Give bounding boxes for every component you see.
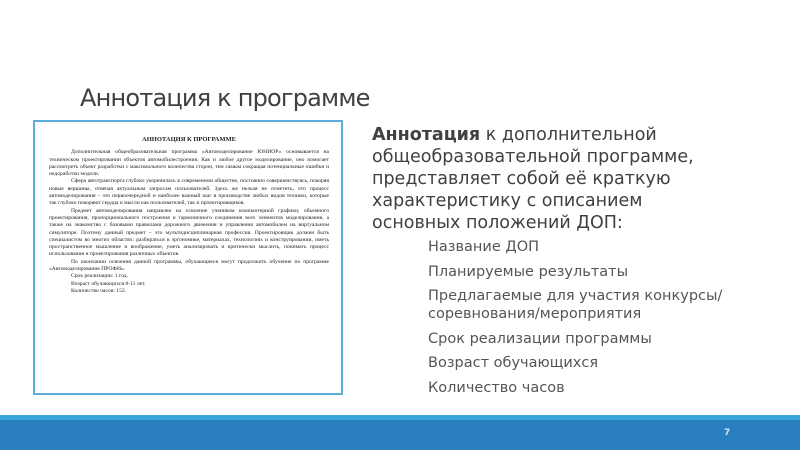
document-fact: Количество часов: 152. <box>71 287 127 294</box>
footer-bar <box>0 420 800 450</box>
list-item: Срок реализации программы <box>428 330 652 347</box>
lead-bold: Аннотация <box>372 125 481 145</box>
list-item: Возраст обучающихся <box>428 355 599 371</box>
document-image <box>33 120 343 395</box>
items-list <box>428 238 758 403</box>
slide-title: Аннотация к программе <box>80 84 370 112</box>
lead-rest: к дополнительной общеобразовательной программе, представляет собой её краткую характеристику с описанием основных положений ДОП: <box>372 125 694 233</box>
list-item: Количество часов <box>428 379 565 396</box>
document-fact: Возраст обучающихся 8-11 лет. <box>71 280 146 287</box>
list-item: Планируемые результаты <box>428 263 629 280</box>
page-number: 7 <box>724 428 731 438</box>
document-heading: АННОТАЦИЯ К ПРОГРАММЕ <box>142 136 236 143</box>
document-paragraph: По окончании освоения данной программы, обучающиеся могут продолжить обучение по программе «Автомоделирование ПРОФИ». <box>49 258 329 273</box>
document-paragraph: Дополнительная общеобразовательная программа «Автомоделирование ЮНИОР» основывается на техническом проектировании объектов автомобилестроения. Как и любое другое моделирование, оно помогает рассмотреть объект разработки с максимального количества сторон, тем самым сокращая потенциальные ошибки и недоработки модели. <box>49 149 329 178</box>
document-paragraph: Предмет автомоделирования направлен на освоение учеником компьютерной графики, объемного проектирования, пропорционального построения и гармоничного соединения всех элементов моделирования, а также на знакомство с базовыми правилами дорожного движения и управления автомобилем на виртуальном симуляторе. Поэтому данный предмет – это мультидисциплинарная профессия. Проектировщик должен быть специалистом во многих областях: разбираться в эргономике, материалах, технологиях и конструировании, иметь пространственное мышление и воображение, уметь анализировать и критически мыслить, понимать процесс использования и проектирования различных объектов. <box>49 207 329 258</box>
document-paragraph: Сфера автотранспорта глубоко укоренилась в современном обществе, постоянно совершенствуясь, покоряя новые вершины, отвечая актуальным запросам пользователей. Здесь же нельзя не отметить, что процесс автомоделирования – это первоочередной и наиболее важный шаг в производстве любых видов техники, которые так глубоко покоряют сердца и мысли как пользователей, так и проектировщиков. <box>49 178 329 207</box>
document-fact: Срок реализации: 1 год. <box>71 273 128 280</box>
list-item: Название ДОП <box>428 239 540 255</box>
lead-text <box>372 124 732 234</box>
list-item: Предлагаемые для участия конкурсы/соревнования/мероприятия <box>428 288 723 322</box>
